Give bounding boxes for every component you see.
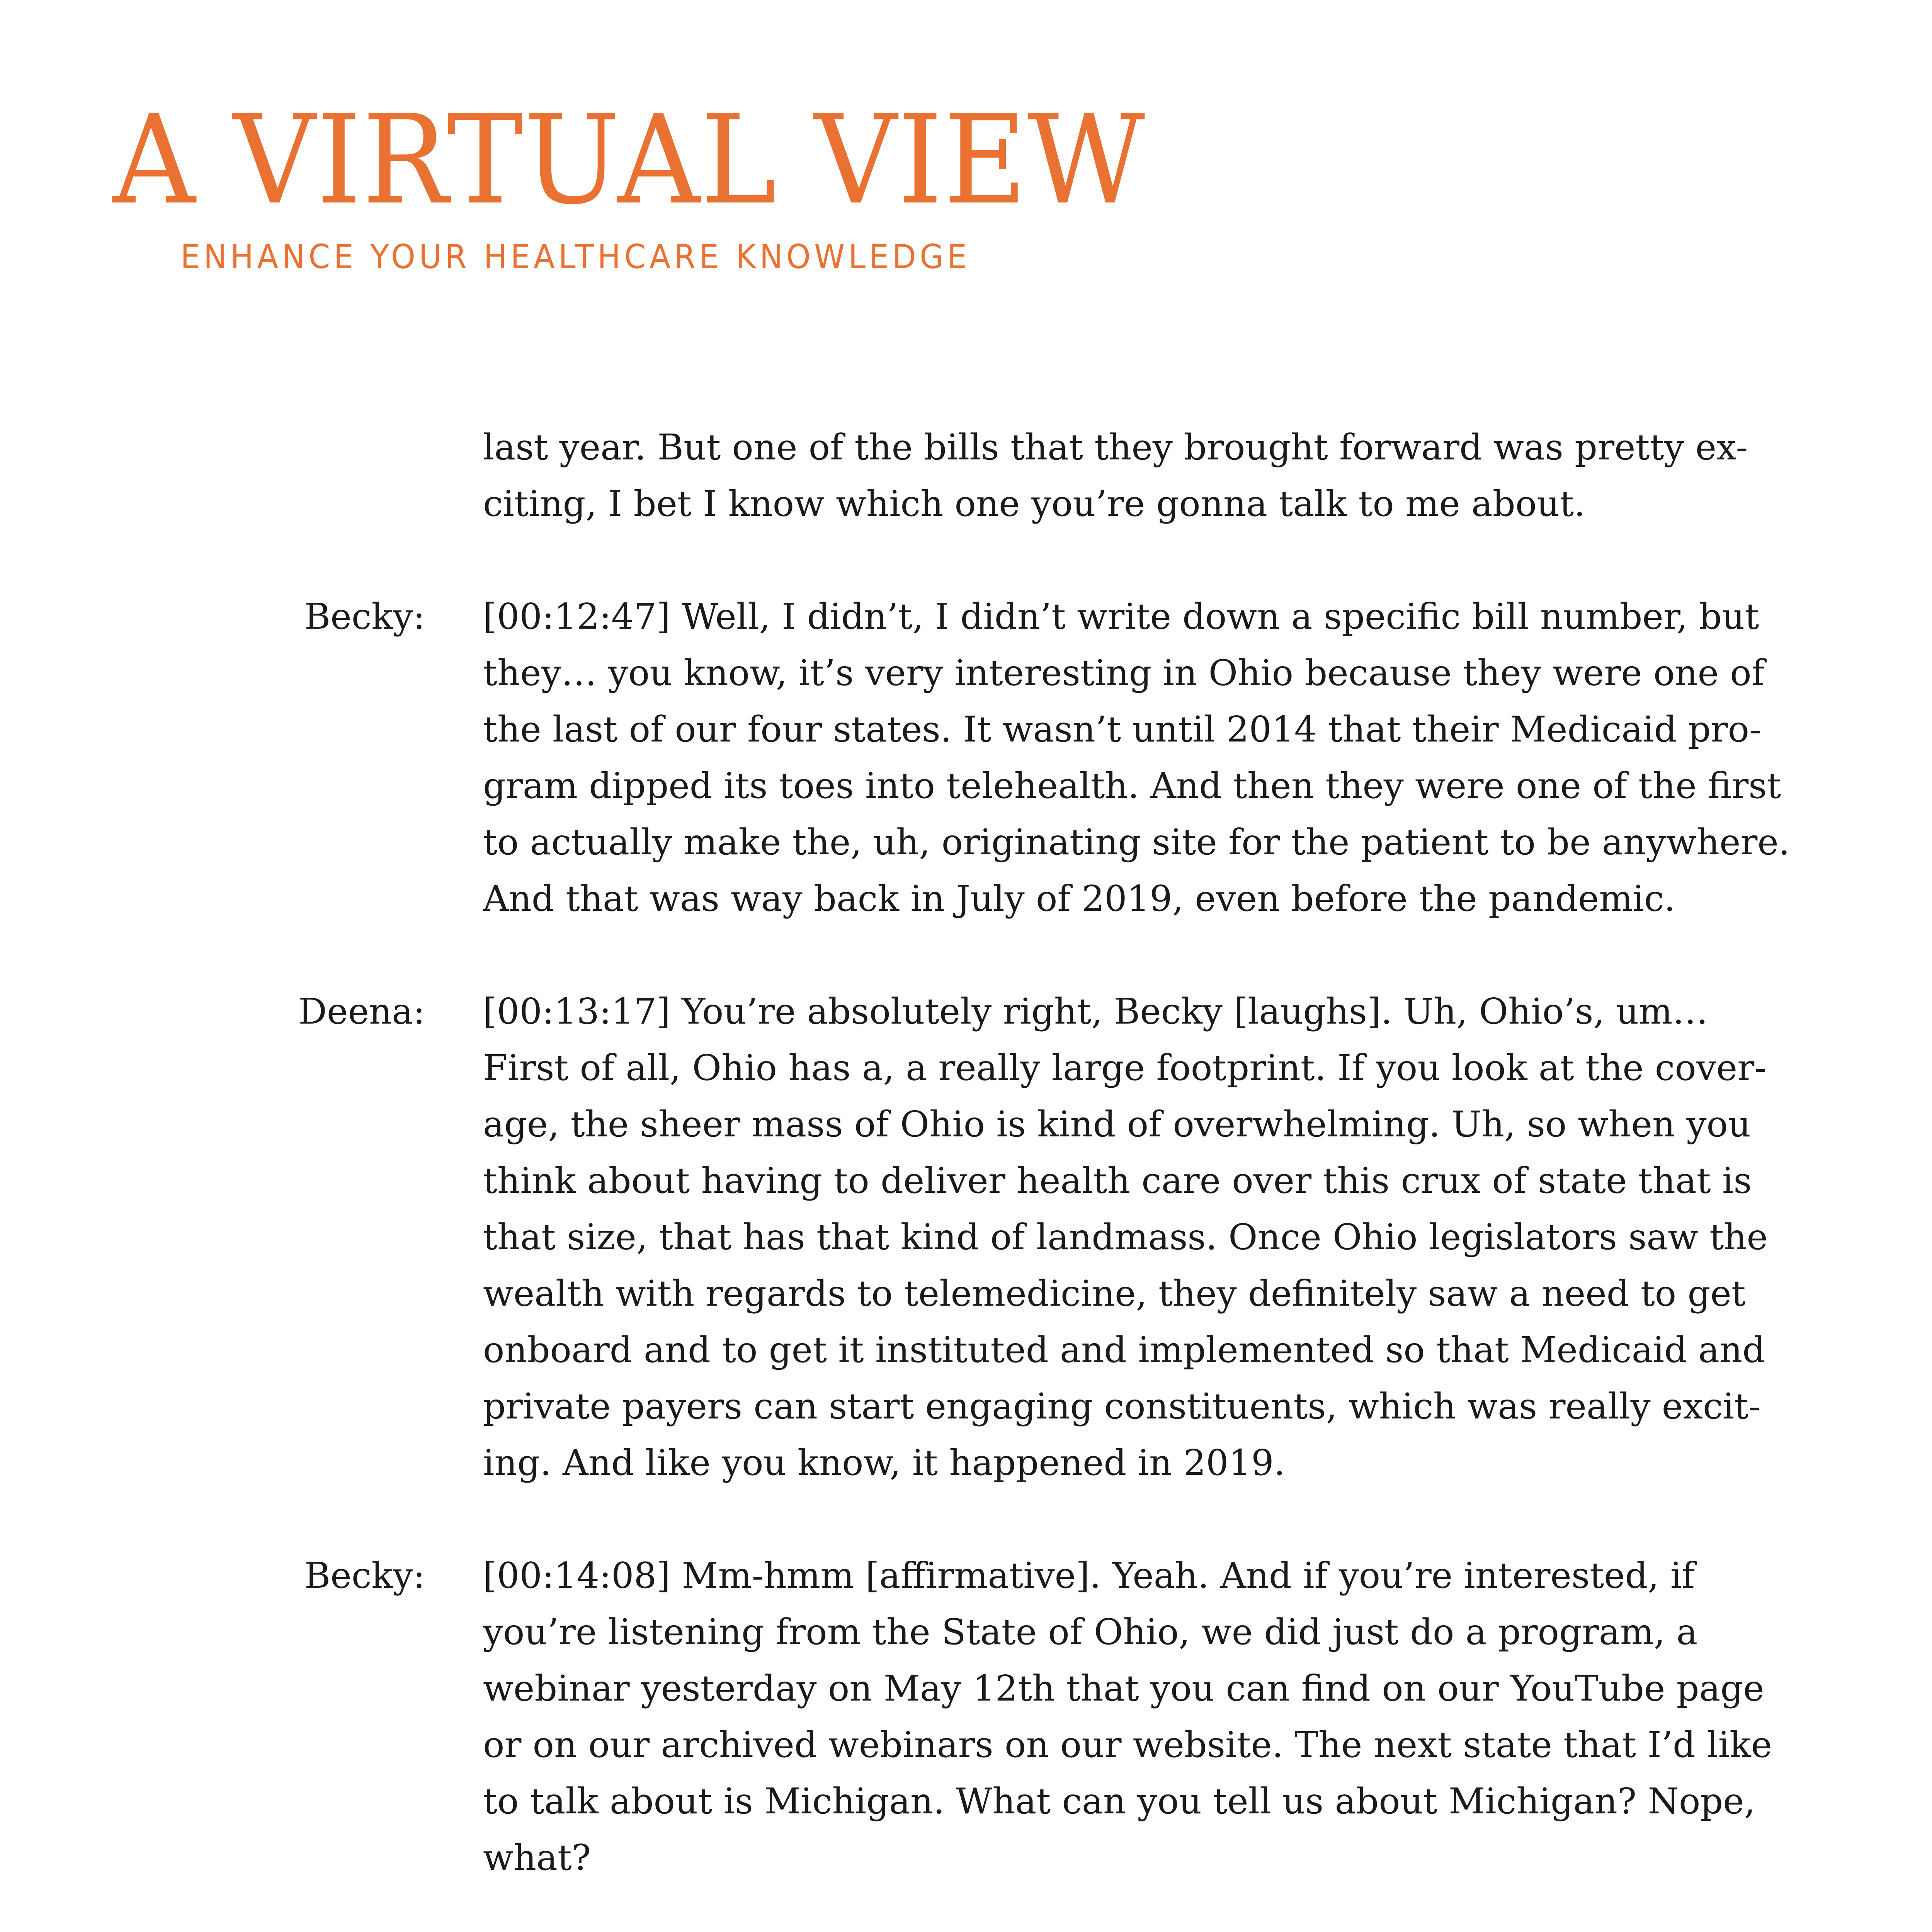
text-line: webinar yesterday on May 12th that you can find on our YouTube page: [483, 1668, 1764, 1709]
text-line: gram dipped its toes into telehealth. And then they were one of the first: [483, 765, 1781, 806]
transcript-text: [483, 588, 1790, 927]
text-line: think about having to deliver health care over this crux of state that is: [483, 1160, 1752, 1201]
transcript-body: [0, 419, 1932, 1932]
text-line: the last of our four states. It wasn’t until 2014 that their Medicaid pro-: [483, 709, 1762, 750]
transcript-entry: [0, 588, 1932, 927]
transcript-text: [483, 419, 1781, 532]
text-line: what?: [483, 1837, 591, 1878]
text-line: last year. But one of the bills that they brought forward was pretty ex-: [483, 427, 1748, 468]
text-line: citing, I bet I know which one you’re gonna talk to me about.: [483, 483, 1585, 524]
text-line: you’re listening from the State of Ohio, we did just do a program, a: [483, 1611, 1698, 1653]
transcript-text: [483, 1548, 1781, 1886]
transcript-entry: [0, 983, 1932, 1491]
text-line: onboard and to get it instituted and implemented so that Medicaid and: [483, 1329, 1765, 1371]
publication-title: A VIRTUAL VIEW: [113, 88, 1146, 231]
text-line: that size, that has that kind of landmass. Once Ohio legislators saw the: [483, 1216, 1768, 1258]
text-line: [00:12:47] Well, I didn’t, I didn’t write down a specific bill number, but: [483, 596, 1759, 637]
text-line: private payers can start engaging constituents, which was really excit-: [483, 1386, 1761, 1427]
text-line: or on our archived webinars on our website. The next state that I’d like: [483, 1724, 1772, 1765]
speaker-label: Becky:: [304, 1555, 425, 1596]
text-line: [00:14:08] Mm-hmm [affirmative]. Yeah. And if you’re interested, if: [483, 1555, 1695, 1596]
text-line: And that was way back in July of 2019, even before the pandemic.: [483, 878, 1675, 919]
text-line: First of all, Ohio has a, a really large footprint. If you look at the cover-: [483, 1047, 1767, 1088]
text-line: [00:13:17] You’re absolutely right, Becky [laughs]. Uh, Ohio’s, um…: [483, 991, 1708, 1032]
text-line: age, the sheer mass of Ohio is kind of overwhelming. Uh, so when you: [483, 1104, 1751, 1145]
publication-subtitle: ENHANCE YOUR HEALTHCARE KNOWLEDGE: [180, 238, 971, 276]
text-line: to actually make the, uh, originating site for the patient to be anywhere.: [483, 821, 1790, 863]
transcript-entry: [0, 419, 1932, 532]
text-line: wealth with regards to telemedicine, they definitely saw a need to get: [483, 1273, 1746, 1314]
text-line: they… you know, it’s very interesting in Ohio because they were one of: [483, 652, 1765, 694]
speaker-label: Deena:: [298, 991, 425, 1032]
transcript-text: [483, 983, 1781, 1491]
text-line: to talk about is Michigan. What can you tell us about Michigan? Nope,: [483, 1781, 1755, 1822]
text-line: ing. And like you know, it happened in 2019.: [483, 1442, 1285, 1483]
transcript-entry: [0, 1548, 1932, 1886]
speaker-label: Becky:: [304, 596, 425, 637]
